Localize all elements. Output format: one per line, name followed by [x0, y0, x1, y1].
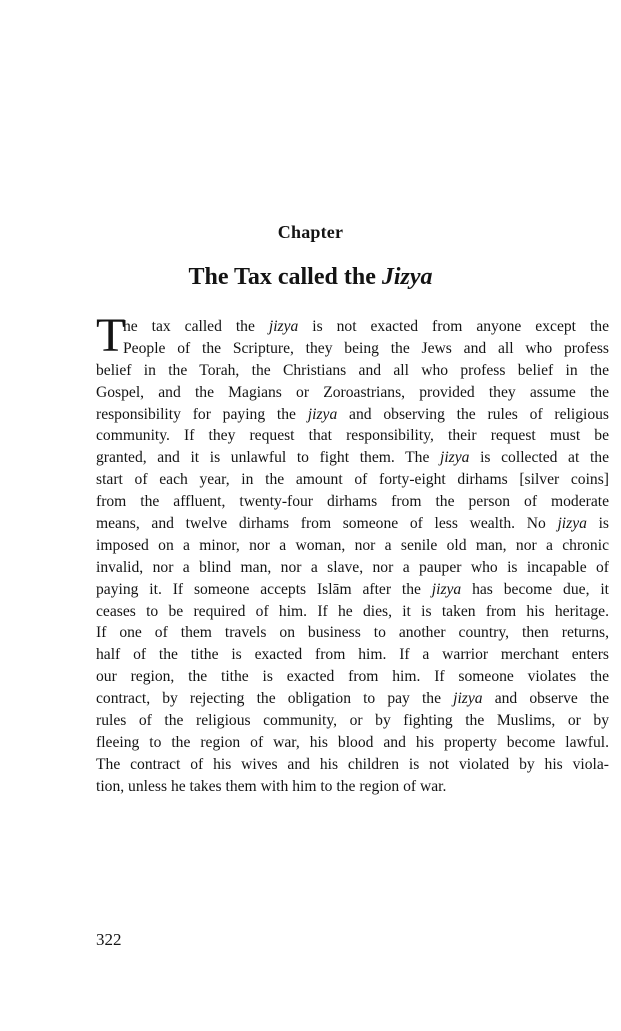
page-number: 322	[96, 930, 122, 949]
chapter-title	[0, 264, 621, 291]
text-line: People of the Scripture, they being the Jews and all who profess	[123, 339, 609, 357]
text-line: community. If they request that responsibility, their request must be	[96, 427, 609, 445]
text-line: belief in the Torah, the Christians and all who profess belief in the	[96, 361, 609, 379]
text-line: means, and twelve dirhams from someone of less wealth. No jizya is	[96, 515, 609, 533]
text-line: If one of them travels on business to another country, then returns,	[96, 624, 609, 642]
text-line: half of the tithe is exacted from him. If a warrior merchant enters	[96, 646, 609, 664]
text-line: imposed on a minor, nor a woman, nor a senile old man, nor a chronic	[96, 536, 609, 554]
chapter-title-italic: Jizya	[381, 264, 433, 290]
text-line: The contract of his wives and his children is not violated by his viola-	[96, 755, 609, 773]
text-line: our region, the tithe is exacted from him. If someone violates the	[96, 668, 609, 686]
text-line: contract, by rejecting the obligation to pay the jizya and observe the	[96, 690, 609, 708]
text-line: invalid, nor a blind man, nor a slave, nor a pauper who is incapable of	[96, 558, 609, 576]
text-line: granted, and it is unlawful to fight them. The jizya is collected at the	[96, 449, 609, 467]
body-paragraph	[96, 309, 609, 798]
text-line: ceases to be required of him. If he dies, it is taken from his heritage.	[96, 602, 609, 620]
text-line: paying it. If someone accepts Islām after the jizya has become due, it	[96, 580, 609, 598]
text-line: responsibility for paying the jizya and observing the rules of religious	[96, 405, 609, 423]
text-line: rules of the religious community, or by fighting the Muslims, or by	[96, 712, 609, 730]
text-line: start of each year, in the amount of forty-eight dirhams [silver coins]	[96, 471, 609, 489]
chapter-title-main: The Tax called the	[188, 264, 382, 290]
chapter-label: Chapter	[277, 222, 344, 242]
text-line: tion, unless he takes them with him to the region of war.	[96, 777, 447, 795]
text-line: Gospel, and the Magians or Zoroastrians, provided they assume the	[96, 383, 609, 401]
drop-cap: T	[96, 309, 126, 362]
text-line: fleeing to the region of war, his blood and his property become lawful.	[96, 733, 609, 751]
text-line: from the affluent, twenty-four dirhams from the person of moderate	[96, 493, 609, 511]
text-line: he tax called the jizya is not exacted from anyone except the	[123, 318, 609, 335]
